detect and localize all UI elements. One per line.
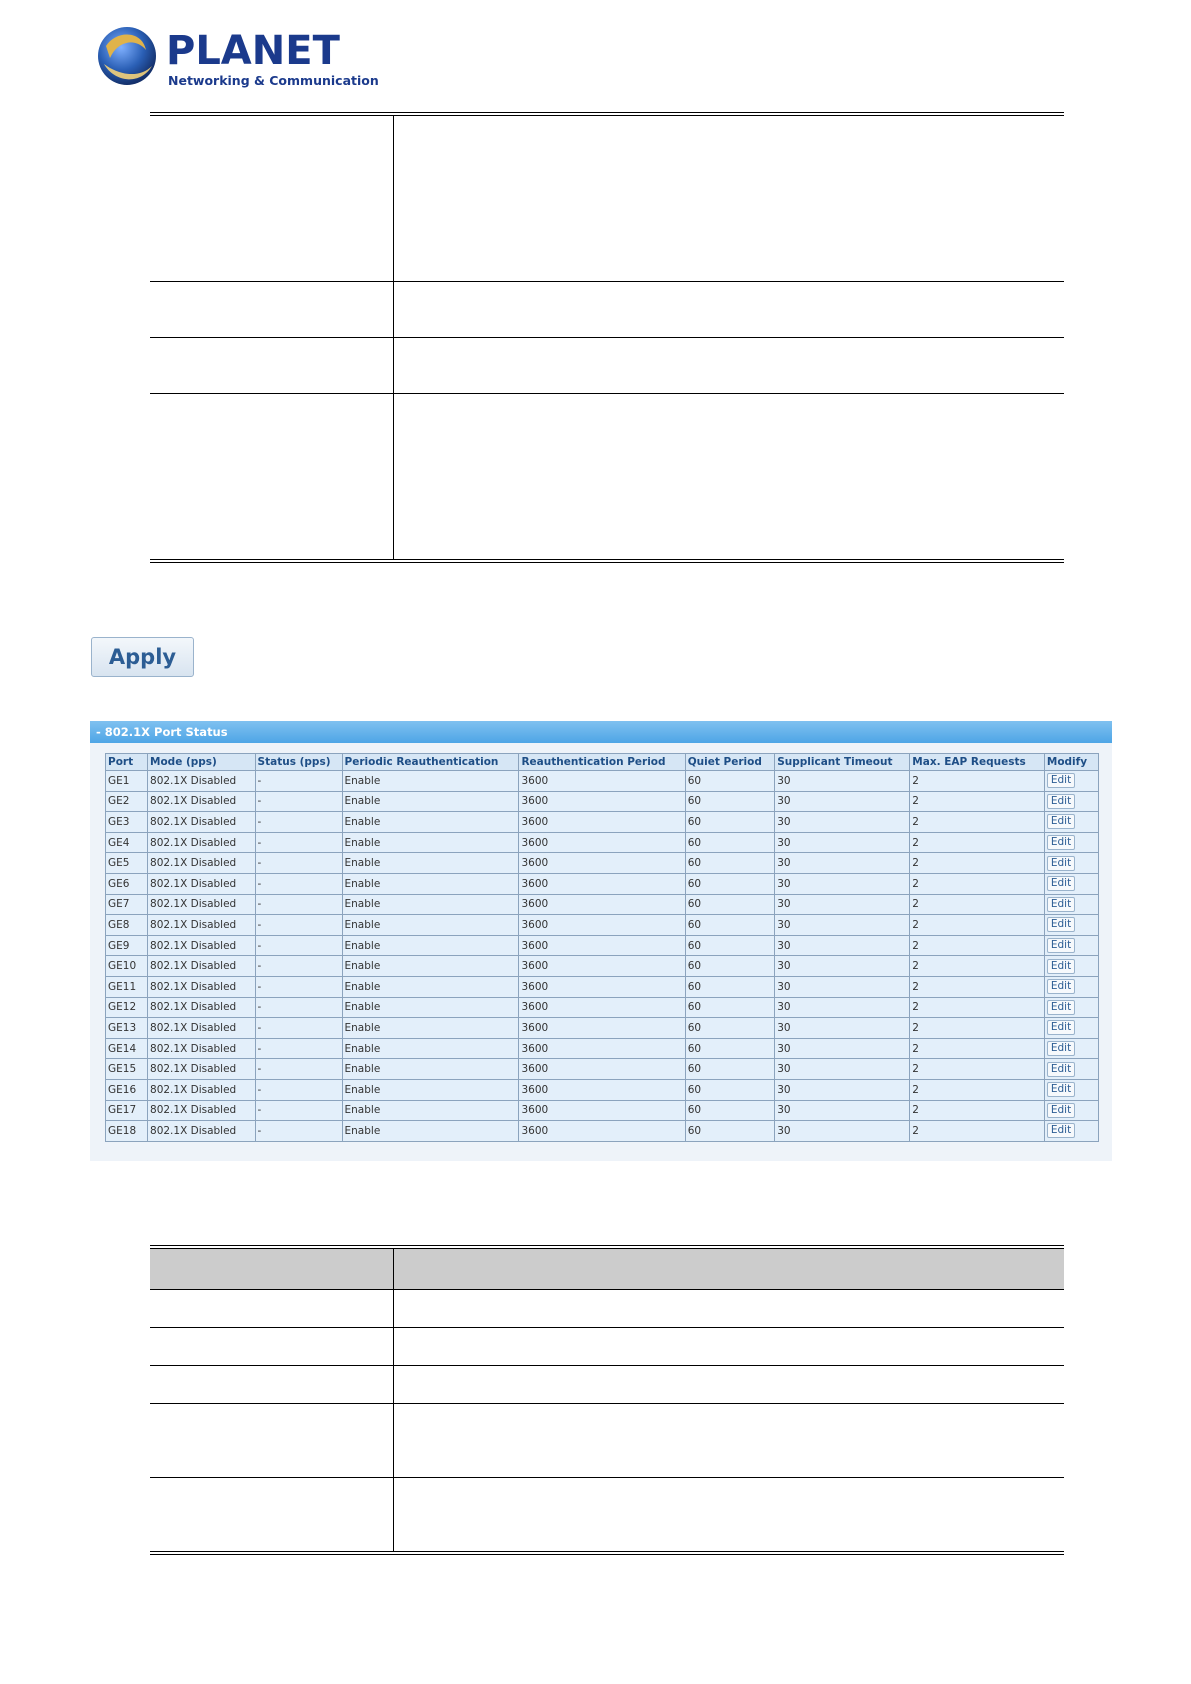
- table-cell: [394, 1366, 1064, 1403]
- cell-quiet: 60: [685, 1079, 775, 1100]
- cell-quiet: 60: [685, 1018, 775, 1039]
- cell-period: 3600: [519, 1121, 685, 1142]
- cell-period: 3600: [519, 1059, 685, 1080]
- cell-modify: [1044, 1038, 1098, 1059]
- cell-mode: 802.1X Disabled: [148, 791, 256, 812]
- cell-quiet: 60: [685, 853, 775, 874]
- table-row: [106, 915, 1099, 936]
- table-cell: [394, 1290, 1064, 1327]
- cell-port: GE13: [106, 1018, 148, 1039]
- cell-modify: [1044, 915, 1098, 936]
- cell-mode: 802.1X Disabled: [148, 1038, 256, 1059]
- table-row: [106, 873, 1099, 894]
- cell-modify: [1044, 956, 1098, 977]
- edit-button[interactable]: Edit: [1047, 794, 1075, 809]
- cell-timeout: 30: [775, 915, 910, 936]
- table-row: [150, 1328, 1064, 1366]
- edit-button[interactable]: Edit: [1047, 773, 1075, 788]
- cell-timeout: 30: [775, 956, 910, 977]
- table-cell: [394, 1328, 1064, 1365]
- cell-timeout: 30: [775, 873, 910, 894]
- cell-port: GE8: [106, 915, 148, 936]
- cell-periodic: Enable: [342, 894, 519, 915]
- cell-modify: [1044, 935, 1098, 956]
- cell-periodic: Enable: [342, 1100, 519, 1121]
- table-row: [106, 832, 1099, 853]
- table-header-row: [150, 1249, 1064, 1290]
- cell-timeout: 30: [775, 997, 910, 1018]
- cell-status: -: [255, 894, 342, 915]
- cell-max_eap: 2: [910, 976, 1045, 997]
- cell-timeout: 30: [775, 976, 910, 997]
- cell-periodic: Enable: [342, 873, 519, 894]
- column-header: Supplicant Timeout: [775, 754, 910, 771]
- cell-period: 3600: [519, 1100, 685, 1121]
- edit-button[interactable]: Edit: [1047, 938, 1075, 953]
- column-header: Mode (pps): [148, 754, 256, 771]
- cell-port: GE6: [106, 873, 148, 894]
- cell-periodic: Enable: [342, 1059, 519, 1080]
- cell-status: -: [255, 832, 342, 853]
- cell-mode: 802.1X Disabled: [148, 1121, 256, 1142]
- cell-max_eap: 2: [910, 771, 1045, 792]
- cell-period: 3600: [519, 915, 685, 936]
- table-row: [106, 853, 1099, 874]
- cell-modify: [1044, 771, 1098, 792]
- cell-timeout: 30: [775, 853, 910, 874]
- edit-button[interactable]: Edit: [1047, 979, 1075, 994]
- column-header: Quiet Period: [685, 754, 775, 771]
- table-row: [106, 894, 1099, 915]
- cell-max_eap: 2: [910, 1100, 1045, 1121]
- column-header: Modify: [1044, 754, 1098, 771]
- table-cell: [394, 282, 1064, 337]
- table-row: [106, 1079, 1099, 1100]
- cell-mode: 802.1X Disabled: [148, 956, 256, 977]
- cell-period: 3600: [519, 1079, 685, 1100]
- column-header: Port: [106, 754, 148, 771]
- cell-period: 3600: [519, 853, 685, 874]
- cell-modify: [1044, 997, 1098, 1018]
- cell-period: 3600: [519, 997, 685, 1018]
- cell-periodic: Enable: [342, 771, 519, 792]
- cell-max_eap: 2: [910, 1018, 1045, 1039]
- cell-modify: [1044, 1100, 1098, 1121]
- cell-quiet: 60: [685, 1121, 775, 1142]
- apply-button[interactable]: Apply: [91, 637, 194, 677]
- table-row: [150, 338, 1064, 394]
- table-header-row: [106, 754, 1099, 771]
- cell-period: 3600: [519, 812, 685, 833]
- cell-status: -: [255, 935, 342, 956]
- edit-button[interactable]: Edit: [1047, 1041, 1075, 1056]
- cell-quiet: 60: [685, 771, 775, 792]
- edit-button[interactable]: Edit: [1047, 1082, 1075, 1097]
- table-cell: [394, 394, 1064, 559]
- cell-period: 3600: [519, 935, 685, 956]
- cell-mode: 802.1X Disabled: [148, 915, 256, 936]
- cell-status: -: [255, 1079, 342, 1100]
- table-cell: [150, 1328, 394, 1365]
- edit-button[interactable]: Edit: [1047, 814, 1075, 829]
- cell-mode: 802.1X Disabled: [148, 873, 256, 894]
- column-header: Status (pps): [255, 754, 342, 771]
- table-cell: [150, 282, 394, 337]
- cell-status: -: [255, 976, 342, 997]
- table-row: [150, 1366, 1064, 1404]
- table-row: [150, 1290, 1064, 1328]
- cell-quiet: 60: [685, 956, 775, 977]
- cell-port: GE14: [106, 1038, 148, 1059]
- edit-button[interactable]: Edit: [1047, 876, 1075, 891]
- cell-port: GE9: [106, 935, 148, 956]
- cell-status: -: [255, 791, 342, 812]
- cell-mode: 802.1X Disabled: [148, 1059, 256, 1080]
- cell-mode: 802.1X Disabled: [148, 1018, 256, 1039]
- cell-max_eap: 2: [910, 935, 1045, 956]
- cell-modify: [1044, 853, 1098, 874]
- cell-periodic: Enable: [342, 853, 519, 874]
- cell-modify: [1044, 1121, 1098, 1142]
- table-row: [150, 116, 1064, 282]
- table-row: [106, 1121, 1099, 1142]
- cell-status: -: [255, 771, 342, 792]
- cell-port: GE16: [106, 1079, 148, 1100]
- cell-quiet: 60: [685, 976, 775, 997]
- cell-periodic: Enable: [342, 997, 519, 1018]
- table-row: [106, 976, 1099, 997]
- cell-status: -: [255, 1018, 342, 1039]
- cell-timeout: 30: [775, 812, 910, 833]
- port-status-table: [105, 753, 1099, 1142]
- cell-periodic: Enable: [342, 956, 519, 977]
- cell-timeout: 30: [775, 1121, 910, 1142]
- cell-periodic: Enable: [342, 976, 519, 997]
- cell-modify: [1044, 832, 1098, 853]
- cell-timeout: 30: [775, 1059, 910, 1080]
- cell-mode: 802.1X Disabled: [148, 771, 256, 792]
- cell-port: GE10: [106, 956, 148, 977]
- cell-period: 3600: [519, 1038, 685, 1059]
- cell-port: GE5: [106, 853, 148, 874]
- cell-port: GE17: [106, 1100, 148, 1121]
- cell-quiet: 60: [685, 1059, 775, 1080]
- table-row: [150, 1404, 1064, 1478]
- edit-button[interactable]: Edit: [1047, 1123, 1075, 1138]
- cell-quiet: 60: [685, 997, 775, 1018]
- cell-period: 3600: [519, 894, 685, 915]
- cell-max_eap: 2: [910, 812, 1045, 833]
- table-row: [150, 1478, 1064, 1551]
- cell-max_eap: 2: [910, 1038, 1045, 1059]
- cell-max_eap: 2: [910, 832, 1045, 853]
- cell-periodic: Enable: [342, 915, 519, 936]
- cell-quiet: 60: [685, 791, 775, 812]
- cell-port: GE7: [106, 894, 148, 915]
- table-cell: [394, 338, 1064, 393]
- cell-periodic: Enable: [342, 1038, 519, 1059]
- cell-status: -: [255, 873, 342, 894]
- column-header: Max. EAP Requests: [910, 754, 1045, 771]
- cell-max_eap: 2: [910, 915, 1045, 936]
- table-cell: [150, 338, 394, 393]
- cell-timeout: 30: [775, 935, 910, 956]
- cell-port: GE2: [106, 791, 148, 812]
- cell-period: 3600: [519, 791, 685, 812]
- cell-mode: 802.1X Disabled: [148, 832, 256, 853]
- cell-status: -: [255, 997, 342, 1018]
- cell-max_eap: 2: [910, 1079, 1045, 1100]
- port-status-panel: [90, 721, 1112, 1161]
- cell-timeout: 30: [775, 1079, 910, 1100]
- table-cell: [150, 394, 394, 559]
- table-cell: [394, 116, 1064, 281]
- table-row: [150, 282, 1064, 338]
- cell-quiet: 60: [685, 1100, 775, 1121]
- cell-port: GE1: [106, 771, 148, 792]
- column-header: Periodic Reauthentication: [342, 754, 519, 771]
- cell-timeout: 30: [775, 1100, 910, 1121]
- top-description-table: [150, 112, 1064, 563]
- cell-periodic: Enable: [342, 935, 519, 956]
- cell-max_eap: 2: [910, 894, 1045, 915]
- table-cell: [150, 1366, 394, 1403]
- table-cell: [394, 1404, 1064, 1477]
- cell-port: GE11: [106, 976, 148, 997]
- table-row: [106, 956, 1099, 977]
- cell-mode: 802.1X Disabled: [148, 935, 256, 956]
- cell-status: -: [255, 1038, 342, 1059]
- cell-periodic: Enable: [342, 832, 519, 853]
- cell-timeout: 30: [775, 771, 910, 792]
- cell-quiet: 60: [685, 915, 775, 936]
- cell-period: 3600: [519, 1018, 685, 1039]
- cell-modify: [1044, 873, 1098, 894]
- table-cell: [150, 1249, 394, 1289]
- cell-quiet: 60: [685, 812, 775, 833]
- cell-max_eap: 2: [910, 1121, 1045, 1142]
- cell-status: -: [255, 853, 342, 874]
- table-cell: [150, 116, 394, 281]
- cell-quiet: 60: [685, 1038, 775, 1059]
- cell-port: GE3: [106, 812, 148, 833]
- cell-modify: [1044, 1059, 1098, 1080]
- cell-period: 3600: [519, 873, 685, 894]
- table-row: [106, 771, 1099, 792]
- cell-status: -: [255, 812, 342, 833]
- cell-port: GE18: [106, 1121, 148, 1142]
- cell-timeout: 30: [775, 1018, 910, 1039]
- cell-periodic: Enable: [342, 1079, 519, 1100]
- cell-max_eap: 2: [910, 853, 1045, 874]
- table-row: [150, 394, 1064, 559]
- cell-max_eap: 2: [910, 873, 1045, 894]
- edit-button[interactable]: Edit: [1047, 1000, 1075, 1015]
- cell-periodic: Enable: [342, 1121, 519, 1142]
- table-cell: [150, 1404, 394, 1477]
- cell-period: 3600: [519, 956, 685, 977]
- cell-quiet: 60: [685, 873, 775, 894]
- cell-period: 3600: [519, 832, 685, 853]
- table-row: [106, 1018, 1099, 1039]
- table-row: [106, 812, 1099, 833]
- cell-status: -: [255, 956, 342, 977]
- column-header: Reauthentication Period: [519, 754, 685, 771]
- cell-max_eap: 2: [910, 791, 1045, 812]
- cell-modify: [1044, 894, 1098, 915]
- bottom-description-table: [150, 1245, 1064, 1555]
- edit-button[interactable]: Edit: [1047, 1020, 1075, 1035]
- edit-button[interactable]: Edit: [1047, 1103, 1075, 1118]
- cell-modify: [1044, 976, 1098, 997]
- cell-mode: 802.1X Disabled: [148, 812, 256, 833]
- cell-max_eap: 2: [910, 956, 1045, 977]
- edit-button[interactable]: Edit: [1047, 917, 1075, 932]
- cell-mode: 802.1X Disabled: [148, 894, 256, 915]
- table-row: [106, 1038, 1099, 1059]
- cell-modify: [1044, 812, 1098, 833]
- table-row: [106, 791, 1099, 812]
- cell-timeout: 30: [775, 832, 910, 853]
- cell-mode: 802.1X Disabled: [148, 853, 256, 874]
- cell-max_eap: 2: [910, 997, 1045, 1018]
- cell-modify: [1044, 1018, 1098, 1039]
- cell-status: -: [255, 1100, 342, 1121]
- table-row: [106, 1059, 1099, 1080]
- cell-periodic: Enable: [342, 1018, 519, 1039]
- edit-button[interactable]: Edit: [1047, 1062, 1075, 1077]
- cell-mode: 802.1X Disabled: [148, 997, 256, 1018]
- cell-quiet: 60: [685, 894, 775, 915]
- cell-port: GE15: [106, 1059, 148, 1080]
- cell-port: GE12: [106, 997, 148, 1018]
- cell-quiet: 60: [685, 935, 775, 956]
- cell-timeout: 30: [775, 791, 910, 812]
- cell-status: -: [255, 1121, 342, 1142]
- cell-status: -: [255, 915, 342, 936]
- cell-timeout: 30: [775, 1038, 910, 1059]
- edit-button[interactable]: Edit: [1047, 856, 1075, 871]
- edit-button[interactable]: Edit: [1047, 835, 1075, 850]
- cell-port: GE4: [106, 832, 148, 853]
- cell-modify: [1044, 791, 1098, 812]
- table-row: [106, 935, 1099, 956]
- cell-timeout: 30: [775, 894, 910, 915]
- table-cell: [150, 1478, 394, 1551]
- planet-logo: [96, 24, 379, 94]
- cell-modify: [1044, 1079, 1098, 1100]
- cell-mode: 802.1X Disabled: [148, 1079, 256, 1100]
- table-cell: [394, 1478, 1064, 1551]
- logo-brand: PLANET: [166, 28, 340, 74]
- cell-max_eap: 2: [910, 1059, 1045, 1080]
- cell-period: 3600: [519, 976, 685, 997]
- edit-button[interactable]: Edit: [1047, 897, 1075, 912]
- table-row: [106, 1100, 1099, 1121]
- cell-mode: 802.1X Disabled: [148, 976, 256, 997]
- cell-periodic: Enable: [342, 791, 519, 812]
- cell-period: 3600: [519, 771, 685, 792]
- table-cell: [150, 1290, 394, 1327]
- logo-tagline: Networking & Communication: [168, 73, 379, 88]
- panel-title: - 802.1X Port Status: [90, 721, 1112, 743]
- cell-quiet: 60: [685, 832, 775, 853]
- cell-status: -: [255, 1059, 342, 1080]
- table-cell: [394, 1249, 1064, 1289]
- cell-periodic: Enable: [342, 812, 519, 833]
- edit-button[interactable]: Edit: [1047, 959, 1075, 974]
- table-row: [106, 997, 1099, 1018]
- cell-mode: 802.1X Disabled: [148, 1100, 256, 1121]
